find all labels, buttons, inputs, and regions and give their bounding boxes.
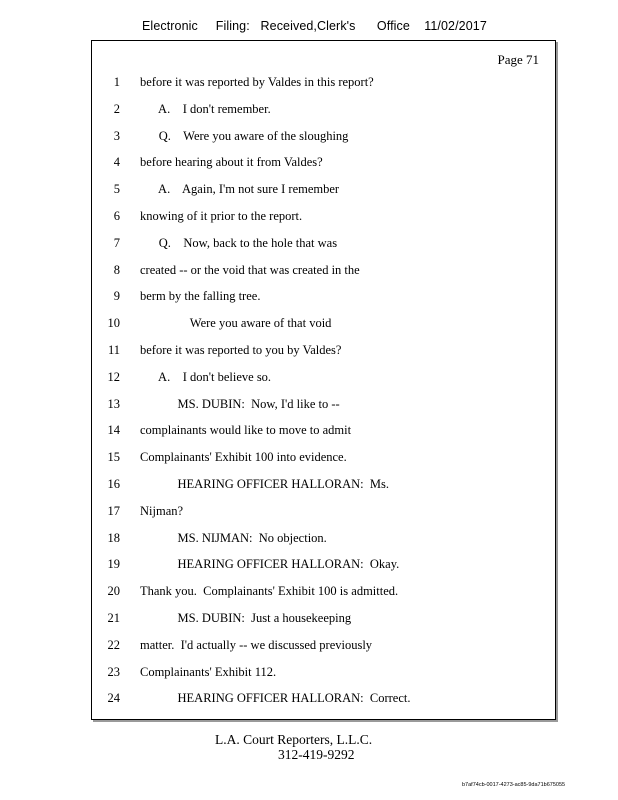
line-text: Were you aware of that void bbox=[140, 316, 332, 331]
line-text: complainants would like to move to admit bbox=[140, 423, 352, 438]
transcript-line bbox=[92, 155, 555, 173]
line-number: 18 bbox=[107, 530, 120, 545]
line-number: 22 bbox=[107, 637, 120, 652]
line-text: HEARING OFFICER HALLORAN: Correct. bbox=[140, 691, 411, 706]
line-number: 15 bbox=[107, 450, 120, 465]
line-text: HEARING OFFICER HALLORAN: Ms. bbox=[140, 477, 389, 491]
transcript-line bbox=[92, 343, 555, 361]
line-text: before hearing about it from Valdes? bbox=[140, 155, 323, 170]
transcript-line bbox=[92, 450, 555, 468]
line-text: before it was reported by Valdes in this report? bbox=[140, 75, 374, 89]
reporter-phone: 312-419-9292 bbox=[278, 747, 355, 762]
line-text: Q. Now, back to the hole that was bbox=[140, 235, 338, 250]
line-number: 8 bbox=[113, 262, 120, 277]
line-number: 7 bbox=[113, 235, 120, 250]
line-text: Complainants' Exhibit 100 into evidence. bbox=[140, 450, 347, 465]
transcript-line bbox=[92, 691, 555, 709]
line-number: 14 bbox=[107, 423, 120, 438]
line-text: MS. DUBIN: Just a housekeeping bbox=[140, 611, 352, 625]
transcript-line bbox=[92, 182, 555, 200]
document-id: b7af74cb-0017-4273-ac85-9da71b675055 bbox=[462, 782, 566, 788]
transcript-line bbox=[92, 129, 555, 147]
transcript-line bbox=[92, 236, 555, 254]
line-text: created -- or the void that was created in the bbox=[140, 262, 360, 277]
transcript-line bbox=[92, 611, 555, 629]
line-text: Q. Were you aware of the sloughing bbox=[140, 128, 349, 143]
line-number: 17 bbox=[107, 503, 120, 518]
transcript-line bbox=[92, 531, 555, 549]
transcript-line bbox=[92, 477, 555, 495]
line-number: 24 bbox=[107, 691, 120, 706]
line-text: MS. NIJMAN: No objection. bbox=[140, 530, 327, 545]
transcript-line bbox=[92, 557, 555, 575]
line-number: 23 bbox=[107, 664, 120, 679]
line-number: 19 bbox=[107, 557, 120, 572]
line-text: A. I don't remember. bbox=[140, 101, 271, 116]
transcript-line bbox=[92, 75, 555, 93]
transcript-line bbox=[92, 638, 555, 656]
reporter-company: L.A. Court Reporters, L.L.C. bbox=[215, 732, 373, 747]
line-text: A. I don't believe so. bbox=[140, 369, 272, 384]
line-number: 6 bbox=[113, 209, 120, 223]
line-text: Nijman? bbox=[140, 503, 184, 518]
filing-header: Electronic Filing: Received,Clerk's Office 11/02/2017 bbox=[142, 19, 487, 33]
line-text: matter. I'd actually -- we discussed previously bbox=[140, 637, 373, 652]
line-number: 1 bbox=[113, 75, 120, 89]
transcript-line bbox=[92, 423, 555, 441]
line-text: before it was reported to you by Valdes? bbox=[140, 343, 342, 357]
line-text: Complainants' Exhibit 112. bbox=[140, 664, 277, 679]
transcript-line bbox=[92, 665, 555, 683]
transcript-line bbox=[92, 397, 555, 415]
line-text: knowing of it prior to the report. bbox=[140, 209, 303, 223]
line-text: Thank you. Complainants' Exhibit 100 is admitted. bbox=[140, 584, 399, 599]
transcript-line bbox=[92, 209, 555, 227]
line-number: 4 bbox=[113, 155, 120, 170]
line-number: 13 bbox=[107, 396, 120, 411]
transcript-page bbox=[91, 40, 556, 720]
transcript-line bbox=[92, 102, 555, 120]
transcript-line bbox=[92, 289, 555, 307]
line-number: 10 bbox=[107, 316, 120, 331]
line-text: A. Again, I'm not sure I remember bbox=[140, 182, 340, 197]
line-text: MS. DUBIN: Now, I'd like to -- bbox=[140, 396, 340, 411]
line-number: 3 bbox=[113, 128, 120, 143]
transcript-line bbox=[92, 263, 555, 281]
line-number: 21 bbox=[107, 611, 120, 625]
line-number: 9 bbox=[113, 289, 120, 304]
line-number: 12 bbox=[107, 369, 120, 384]
page-number: Page 71 bbox=[497, 52, 539, 67]
line-text: berm by the falling tree. bbox=[140, 289, 261, 304]
line-number: 5 bbox=[113, 182, 120, 197]
transcript-line bbox=[92, 504, 555, 522]
line-number: 11 bbox=[107, 343, 120, 357]
transcript-line bbox=[92, 370, 555, 388]
transcript-line bbox=[92, 584, 555, 602]
line-number: 2 bbox=[113, 101, 120, 116]
transcript-line bbox=[92, 316, 555, 334]
line-number: 20 bbox=[107, 584, 120, 599]
line-number: 16 bbox=[107, 477, 120, 491]
line-text: HEARING OFFICER HALLORAN: Okay. bbox=[140, 557, 400, 572]
